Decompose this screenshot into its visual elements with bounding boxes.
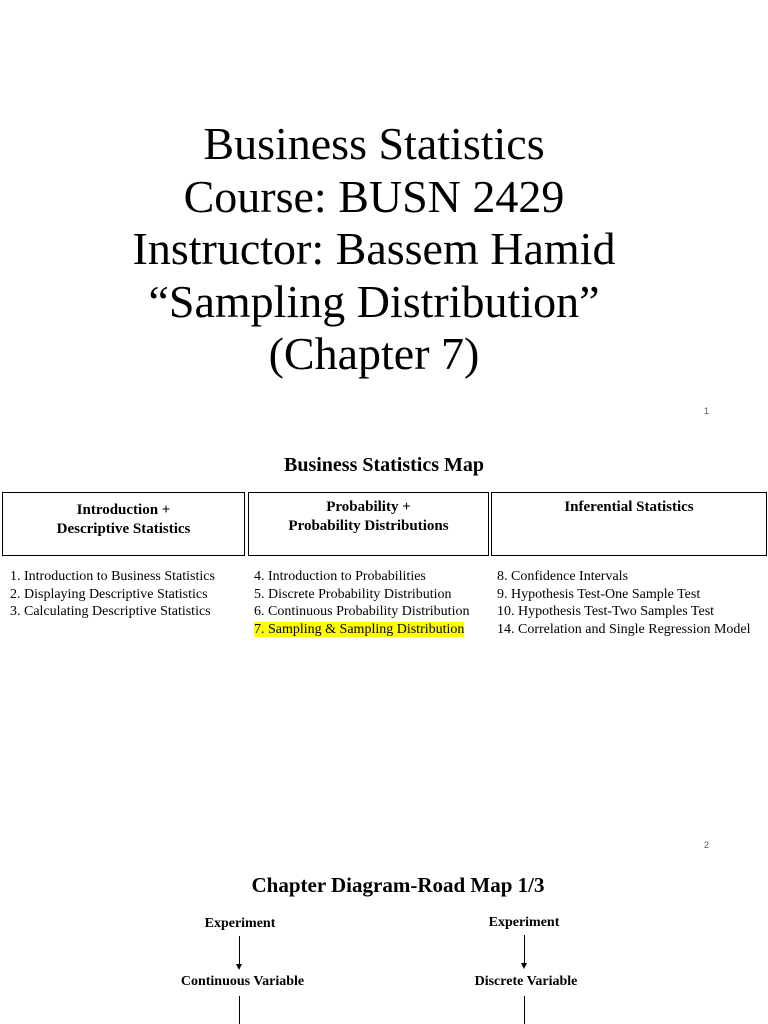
column-header-line: Descriptive Statistics	[56, 521, 191, 537]
list-item: 9. Hypothesis Test-One Sample Test	[497, 586, 701, 602]
page-number-2: 2	[704, 840, 710, 850]
page-number-1: 1	[704, 406, 710, 416]
topic-list-descriptive	[10, 568, 215, 621]
arrow-down-icon	[521, 963, 527, 969]
experiment-node-right: Experiment	[488, 915, 560, 930]
arrow-down-icon	[236, 964, 242, 970]
column-header-inferential	[491, 492, 767, 556]
list-item: 1. Introduction to Business Statistics	[10, 569, 215, 584]
list-item: 14. Correlation and Single Regression Model	[497, 621, 751, 637]
map-heading: Business Statistics Map	[283, 454, 485, 476]
experiment-node-left: Experiment	[204, 916, 276, 931]
list-item-highlighted	[254, 621, 469, 639]
list-item: 8. Confidence Intervals	[497, 569, 629, 584]
arrow-line-right	[524, 935, 525, 963]
course-code: Course: BUSN 2429	[183, 170, 565, 222]
list-item: 4. Introduction to Probabilities	[254, 569, 426, 584]
list-item: 2. Displaying Descriptive Statistics	[10, 586, 208, 602]
arrow-line-left	[239, 936, 240, 964]
chapter-number: (Chapter 7)	[268, 328, 480, 379]
column-header-line: Inferential Statistics	[564, 499, 694, 515]
list-item: 6. Continuous Probability Distribution	[254, 604, 470, 620]
topic-list-probability	[254, 568, 469, 638]
column-header-line: Probability Distributions	[288, 518, 449, 534]
connector-line-right	[524, 996, 525, 1024]
column-header-probability	[248, 492, 489, 556]
title-block	[0, 118, 748, 381]
list-item: 5. Discrete Probability Distribution	[254, 586, 452, 602]
discrete-variable-node: Discrete Variable	[474, 974, 578, 989]
continuous-variable-node: Continuous Variable	[180, 974, 305, 989]
column-header-line: Introduction +	[76, 502, 171, 518]
road-map-heading: Chapter Diagram-Road Map 1/3	[251, 873, 545, 897]
topic-list-inferential	[497, 568, 751, 638]
instructor-name: Instructor: Bassem Hamid	[132, 223, 616, 274]
chapter-topic: “Sampling Distribution”	[148, 275, 600, 327]
column-header-line: Probability +	[326, 499, 411, 515]
current-chapter-highlight: 7. Sampling & Sampling Distribution	[254, 621, 465, 637]
list-item: 10. Hypothesis Test-Two Samples Test	[497, 604, 715, 620]
column-header-descriptive	[2, 492, 245, 556]
list-item: 3. Calculating Descriptive Statistics	[10, 604, 211, 620]
course-title: Business Statistics	[203, 118, 545, 169]
connector-line-left	[239, 996, 240, 1024]
